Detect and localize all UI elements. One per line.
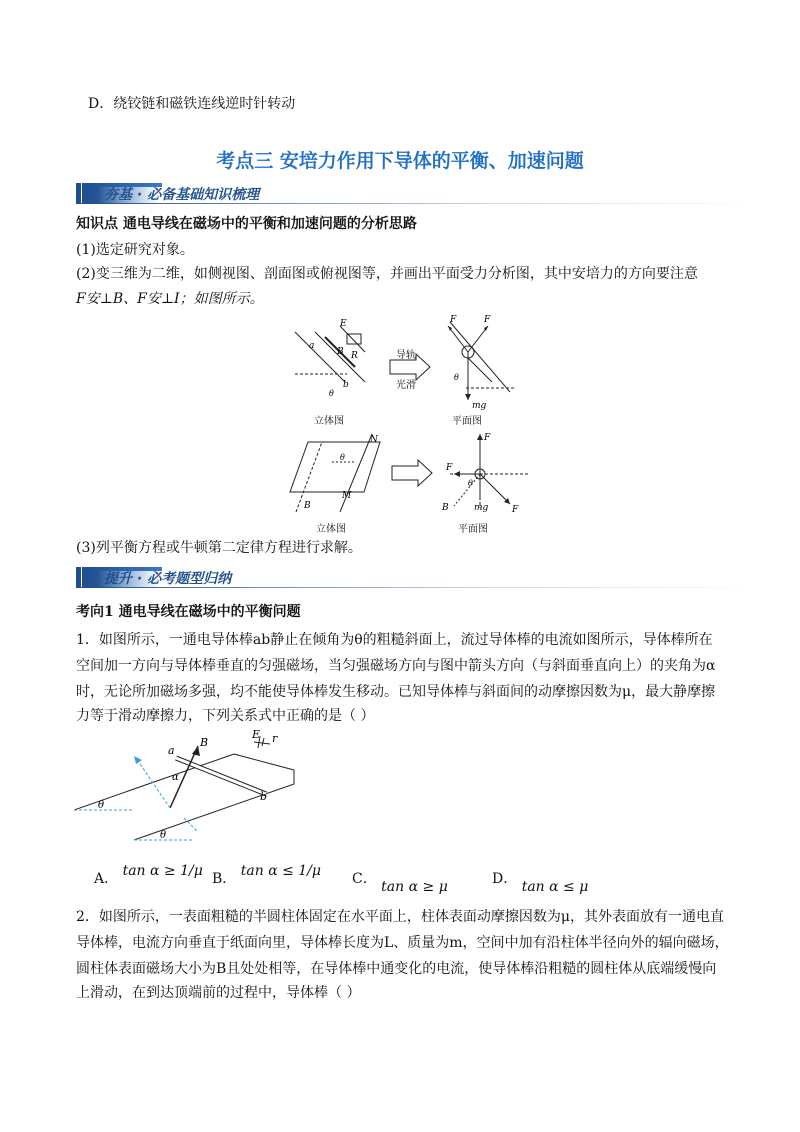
label-plane-2: 平面图 [458,524,488,535]
svg-text:θ: θ [454,373,459,382]
direction-1-heading: 考向1 通电导线在磁场中的平衡问题 [76,604,301,620]
banner-advanced [76,567,766,589]
option-d-letter: D． [492,871,518,887]
svg-text:B: B [442,503,449,513]
svg-text:B: B [200,736,209,749]
svg-text:mg: mg [474,503,489,513]
q2-line-1: 2．如图所示，一表面粗糙的半圆柱体固定在水平面上，柱体表面动摩擦因数为μ，其外表面放有一通电直 [76,909,725,925]
svg-text:F: F [450,315,457,325]
option-d-expr: tan α ≤ μ [521,879,589,895]
step-2-line-1: (2)变三维为二维，如侧视图、剖面图或俯视图等，并画出平面受力分析图，其中安培力的方向要注意 [76,266,698,282]
option-c-letter: C． [352,871,377,887]
svg-text:B: B [304,501,311,511]
svg-text:θ: θ [160,830,167,841]
svg-text:M: M [342,491,352,501]
svg-text:F: F [446,463,453,473]
transform-arrow-2 [390,458,434,488]
option-d-previous: D．绕铰链和磁铁连线逆时针转动 [88,96,296,112]
svg-text:α: α [172,772,179,783]
q1-figure [74,728,304,844]
svg-text:r: r [272,732,278,745]
svg-text:F: F [484,433,491,443]
figure-incline-solid-2 [282,432,392,516]
svg-text:F: F [484,315,491,325]
svg-text:B: B [337,347,344,357]
option-a-expr: tan α ≥ 1/μ [122,863,203,879]
q2-line-4: 上滑动，在到达顶端前的过程中，导体棒（ ） [76,985,361,1001]
label-solid-2: 立体图 [316,524,346,535]
knowledge-point-heading: 知识点 通电导线在磁场中的平衡和加速问题的分析思路 [76,216,417,232]
banner-basics [76,183,766,205]
q1-line-4: 力等于滑动摩擦力，下列关系式中正确的是（ ） [76,708,375,724]
option-a-letter: A． [94,871,119,887]
label-plane-1: 平面图 [452,416,482,427]
svg-text:E: E [252,728,261,741]
option-b-letter: B． [212,871,237,887]
arrow-text-smooth: 光滑 [396,380,416,391]
q1-line-1: 1．如图所示，一通电导体棒ab静止在倾角为θ的粗糙斜面上，流过导体棒的电流如图所示，导体棒所在 [76,632,713,648]
step-2-line-2: F安⊥B、F安⊥I；如图所示。 [76,291,264,307]
arrow-text-rail: 导轨 [396,350,416,361]
svg-text:b: b [260,790,268,803]
svg-text:R: R [351,351,358,361]
svg-text:θ: θ [329,389,334,398]
q1-line-2: 空间加一方向与导体棒垂直的匀强磁场，当匀强磁场方向与图中箭头方向（与斜面垂直向上）的夹角为α [76,658,716,674]
step-1: (1)选定研究对象。 [76,242,194,258]
svg-text:mg: mg [472,401,487,411]
option-b[interactable] [212,863,321,888]
banner-advanced-label: 提升 · 必考题型归纳 [98,571,239,587]
q2-line-2: 导体棒，电流方向垂直于纸面向里，导体棒长度为L、质量为m，空间中加有沿柱体半径向外的辐向磁场， [76,935,729,951]
svg-text:E: E [340,319,347,329]
figure-force-plane-2 [440,428,540,520]
svg-text:a: a [309,341,315,351]
option-c-expr: tan α ≥ μ [381,879,448,895]
label-solid-1: 立体图 [314,416,344,427]
banner-basics-label: 夯基 · 必备基础知识梳理 [98,187,267,203]
svg-text:θ: θ [468,479,473,488]
svg-text:a: a [168,744,175,757]
option-b-expr: tan α ≤ 1/μ [240,863,321,879]
option-c[interactable] [352,868,448,895]
section-title: 考点三 安培力作用下导体的平衡、加速问题 [216,150,584,172]
figure-force-plane-1 [430,312,550,416]
svg-text:b: b [343,380,349,390]
svg-text:F: F [512,505,519,515]
svg-text:θ: θ [98,800,105,811]
option-a[interactable] [94,863,203,888]
step-3: (3)列平衡方程或牛顿第二定律方程进行求解。 [76,540,362,556]
svg-text:θ: θ [340,453,345,462]
svg-text:N: N [370,435,378,445]
option-d[interactable] [492,868,589,895]
q1-line-3: 时，无论所加磁场多强，均不能使导体棒发生移动。已知导体棒与斜面间的动摩擦因数为μ，最大静摩擦 [76,684,716,700]
q2-line-3: 圆柱体表面磁场大小为B且处处相等，在导体棒中通变化的电流，使导体棒沿粗糙的圆柱体从底端缓慢向 [76,961,717,977]
